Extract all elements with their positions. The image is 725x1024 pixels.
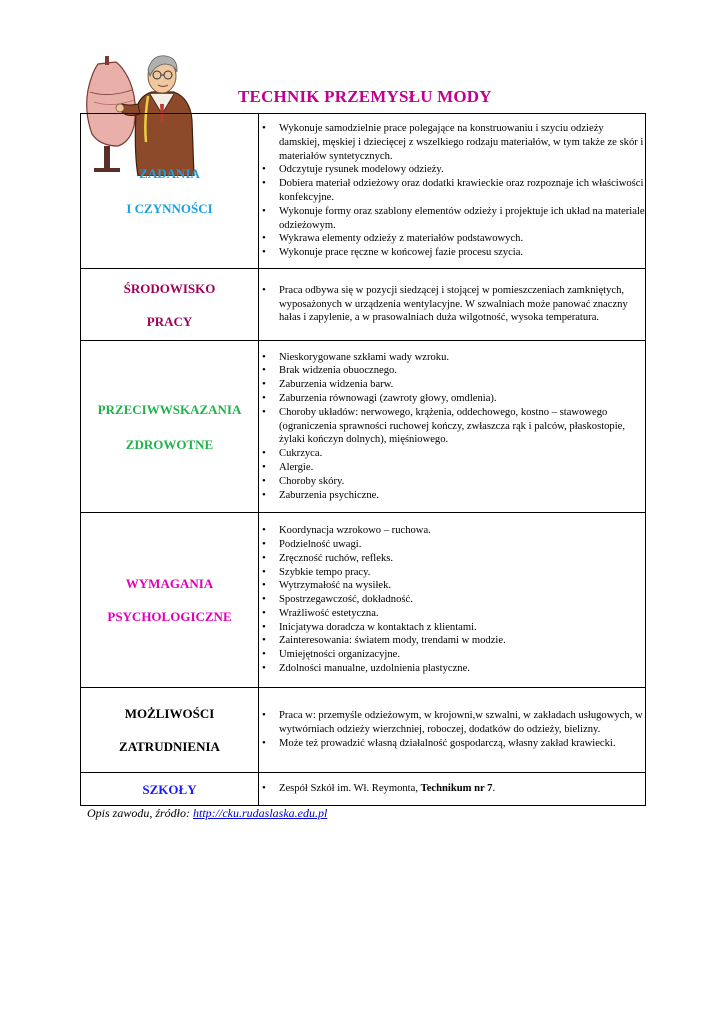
section-content: [259, 114, 646, 269]
item-list: [259, 284, 645, 325]
list-item: • Wrażliwość estetyczna.: [259, 607, 645, 621]
item-list: [259, 351, 645, 503]
item-list: [259, 709, 645, 750]
list-item: • Wykonuje formy oraz szablony elementów odzieży i projektuje ich układ na materiale odzieżowym.: [259, 205, 645, 233]
source-link[interactable]: http://cku.rudaslaska.edu.pl: [193, 806, 328, 820]
section-row-psychological: [81, 513, 646, 688]
list-item: • Alergie.: [259, 461, 645, 475]
list-item: • Odczytuje rysunek modelowy odzieży.: [259, 163, 645, 177]
list-item: • Praca odbywa się w pozycji siedzącej i stojącej w pomieszczeniach zamkniętych, wyposażonych w urządzenia wentylacyjne. W szwalniach może panować znaczny hałas i zapylenie, a w prasowalniach duża wilgotność, wysoka temperatura.: [259, 284, 645, 325]
list-item: • Spostrzegawczość, dokładność.: [259, 593, 645, 607]
profession-table: [80, 113, 646, 806]
section-label: ZADANIA I CZYNNOŚCI: [81, 114, 259, 269]
section-content: [259, 341, 646, 513]
list-item: • Zaburzenia psychiczne.: [259, 489, 645, 503]
section-content: [259, 513, 646, 688]
list-item: • Zaburzenia równowagi (zawroty głowy, omdlenia).: [259, 392, 645, 406]
list-item: • Umiejętności organizacyjne.: [259, 648, 645, 662]
section-content: [259, 269, 646, 341]
list-item: • Cukrzyca.: [259, 447, 645, 461]
list-item: • Wykonuje samodzielnie prace polegające na konstruowaniu i szyciu odzieży damskiej, męskiej i dziecięcej z wszelkiego rodzaju materiałów, w tym także ze skór i materiałów syntetycznych.: [259, 122, 645, 163]
section-label: ŚRODOWISKO PRACY: [81, 269, 259, 341]
section-label: PRZECIWWSKAZANIA ZDROWOTNE: [81, 341, 259, 513]
section-label: SZKOŁY: [81, 773, 259, 806]
list-item: • Szybkie tempo pracy.: [259, 566, 645, 580]
list-item: • Praca w: przemyśle odzieżowym, w krojowni,w szwalni, w zakładach usługowych, w wytwórniach odzieży wierzchniej, roboczej, dodatków do odzieży, bielizny.: [259, 709, 645, 737]
list-item: • Zręczność ruchów, refleks.: [259, 552, 645, 566]
item-list: [259, 524, 645, 676]
list-item: • Koordynacja wzrokowo – ruchowa.: [259, 524, 645, 538]
page-title: TECHNIK PRZEMYSŁU MODY: [238, 87, 492, 106]
item-list: [259, 122, 645, 260]
list-item: • Wykrawa elementy odzieży z materiałów podstawowych.: [259, 232, 645, 246]
section-content: [259, 773, 646, 806]
list-item: • Zespół Szkół im. Wł. Reymonta, Technikum nr 7.: [259, 782, 645, 796]
section-row-schools: [81, 773, 646, 806]
list-item: • Brak widzenia obuocznego.: [259, 364, 645, 378]
list-item: • Wykonuje prace ręczne w końcowej fazie procesu szycia.: [259, 246, 645, 260]
source-footer: Opis zawodu, źródło: http://cku.rudaslaska.edu.pl: [87, 806, 328, 820]
list-item: • Wytrzymałość na wysiłek.: [259, 579, 645, 593]
item-list: [259, 782, 645, 796]
list-item: • Może też prowadzić własną działalność gospodarczą, własny zakład krawiecki.: [259, 737, 645, 751]
section-row-environment: [81, 269, 646, 341]
section-row-tasks: [81, 114, 646, 269]
list-item: • Zaburzenia widzenia barw.: [259, 378, 645, 392]
list-item: • Zdolności manualne, uzdolnienia plastyczne.: [259, 662, 645, 676]
section-label: MOŻLIWOŚCI ZATRUDNIENIA: [81, 688, 259, 773]
list-item: • Inicjatywa doradcza w kontaktach z klientami.: [259, 621, 645, 635]
list-item: • Podzielność uwagi.: [259, 538, 645, 552]
section-label: WYMAGANIA PSYCHOLOGICZNE: [81, 513, 259, 688]
section-row-contraindications: [81, 341, 646, 513]
list-item: • Dobiera materiał odzieżowy oraz dodatki krawieckie oraz rozpoznaje ich właściwości konfekcyjne.: [259, 177, 645, 205]
section-content: [259, 688, 646, 773]
list-item: • Choroby układów: nerwowego, krążenia, oddechowego, kostno – stawowego (ograniczenia sprawności ruchowej kończy, zwłaszcza rąk i palców, płaskostopie, żylaki kończyn dolnych), mięśniowego.: [259, 406, 645, 447]
section-row-employment: [81, 688, 646, 773]
list-item: • Zainteresowania: światem mody, trendami w modzie.: [259, 634, 645, 648]
list-item: • Nieskorygowane szkłami wady wzroku.: [259, 351, 645, 365]
list-item: • Choroby skóry.: [259, 475, 645, 489]
